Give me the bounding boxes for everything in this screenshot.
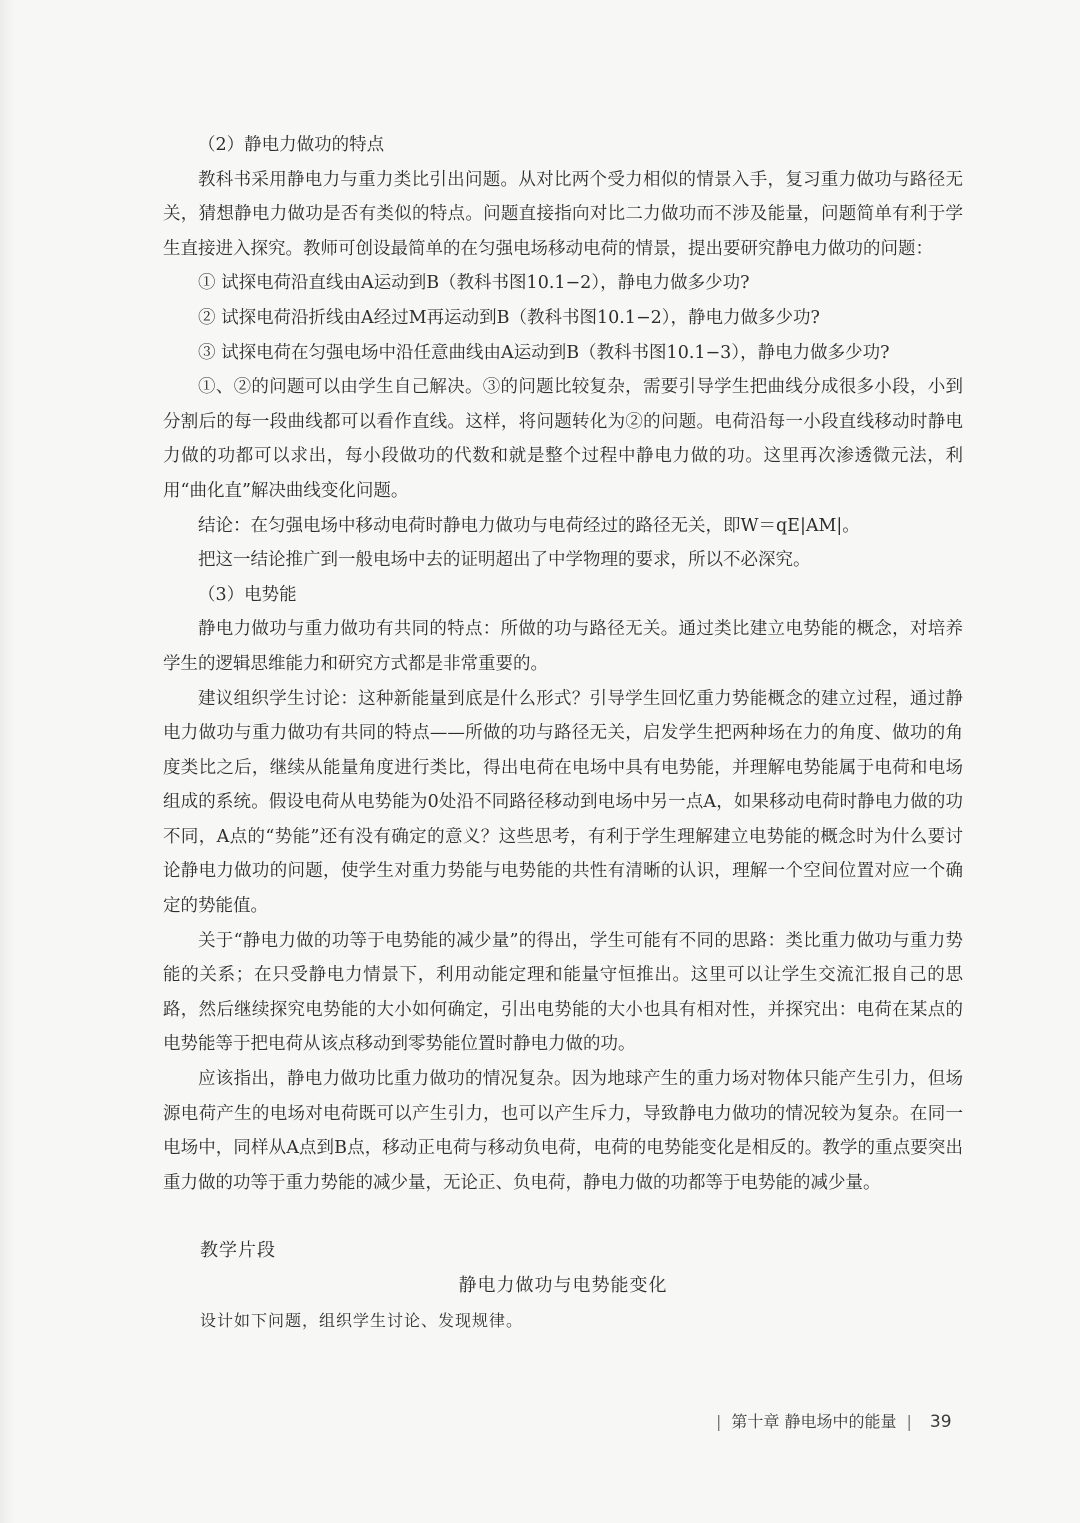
page-footer xyxy=(706,1409,952,1432)
section-2-heading: （2）静电力做功的特点 xyxy=(198,135,385,155)
section-3-paragraph-1: 静电力做功与重力做功有共同的特点：所做的功与路径无关。通过类比建立电势能的概念，对培养学生的逻辑思维能力和研究方式都是非常重要的。 xyxy=(163,619,963,674)
footer-chapter: 第十章 静电场中的能量 xyxy=(731,1412,897,1431)
question-1: ① 试探电荷沿直线由A运动到B（教科书图10.1−2），静电力做多少功? xyxy=(198,273,750,294)
generalization-paragraph: 把这一结论推广到一般电场中去的证明超出了中学物理的要求，所以不必深究。 xyxy=(198,550,811,571)
page-content xyxy=(163,128,963,1338)
footer-divider: | xyxy=(716,1412,722,1431)
question-2: ② 试探电荷沿折线由A经过M再运动到B（教科书图10.1−2），静电力做多少功? xyxy=(198,307,820,328)
question-3: ③ 试探电荷在匀强电场中沿任意曲线由A运动到B（教科书图10.1−3），静电力做多少功? xyxy=(198,342,890,363)
section-3-heading: （3）电势能 xyxy=(198,584,297,605)
section-3-paragraph-2: 建议组织学生讨论：这种新能量到底是什么形式？引导学生回忆重力势能概念的建立过程，通过静电力做功与重力做功有共同的特点——所做的功与路径无关，启发学生把两种场在力的角度、做功的角度类比之后，继续从能量角度进行类比，得出电荷在电场中具有电势能，并理解电势能属于电荷和电场组成的系统。假设电荷从电势能为0处沿不同路径移动到电场中另一点A，如果移动电荷时静电力做的功不同，A点的“势能”还有没有确定的意义？这些思考，有利于学生理解建立电势能的概念时为什么要讨论静电力做功的问题，使学生对重力势能与电势能的共性有清晰的认识，理解一个空间位置对应一个确定的势能值。 xyxy=(163,688,963,917)
section-3-paragraph-4: 应该指出，静电力做功比重力做功的情况复杂。因为地球产生的重力场对物体只能产生引力，但场源电荷产生的电场对电荷既可以产生引力，也可以产生斥力，导致静电力做功的情况较为复杂。在同一电场中，同样从A点到B点，移动正电荷与移动负电荷，电荷的电势能变化是相反的。教学的重点要突出重力做的功等于重力势能的减少量，无论正、负电荷，静电力做的功都等于电势能的减少量。 xyxy=(163,1069,963,1193)
section-2-paragraph: 教科书采用静电力与重力类比引出问题。从对比两个受力相似的情景入手，复习重力做功与路径无关，猜想静电力做功是否有类似的特点。问题直接指向对比二力做功而不涉及能量，问题简单有利于学生直接进入探究。教师可创设最简单的在匀强电场移动电荷的情景，提出要研究静电力做功的问题： xyxy=(163,169,963,259)
page-number: 39 xyxy=(929,1412,952,1432)
section-3-paragraph-3: 关于“静电力做的功等于电势能的减少量”的得出，学生可能有不同的思路：类比重力做功与重力势能的关系；在只受静电力情景下，利用动能定理和能量守恒推出。这里可以让学生交流汇报自己的思路，然后继续探究电势能的大小如何确定，引出电势能的大小也具有相对性，并探究出：电荷在某点的电势能等于把电荷从该点移动到零势能位置时静电力做的功。 xyxy=(163,930,963,1055)
spacer xyxy=(163,1200,963,1234)
teaching-fragment-title: 静电力做功与电势能变化 xyxy=(458,1275,668,1296)
footer-divider: | xyxy=(906,1412,912,1431)
conclusion-paragraph: 结论：在匀强电场中移动电荷时静电力做功与电荷经过的路径无关，即W＝qE|AM|。 xyxy=(198,515,860,536)
teaching-fragment-heading: 教学片段 xyxy=(200,1240,276,1262)
page-spine-shadow xyxy=(0,0,14,1523)
teaching-fragment-text: 设计如下问题，组织学生讨论、发现规律。 xyxy=(200,1310,524,1330)
analysis-paragraph: ①、②的问题可以由学生自己解决。③的问题比较复杂，需要引导学生把曲线分成很多小段，小到分割后的每一段曲线都可以看作直线。这样，将问题转化为②的问题。电荷沿每一小段直线移动时静电力做的功都可以求出，每小段做功的代数和就是整个过程中静电力做的功。这里再次渗透微元法，利用“曲化直”解决曲线变化问题。 xyxy=(163,377,963,501)
